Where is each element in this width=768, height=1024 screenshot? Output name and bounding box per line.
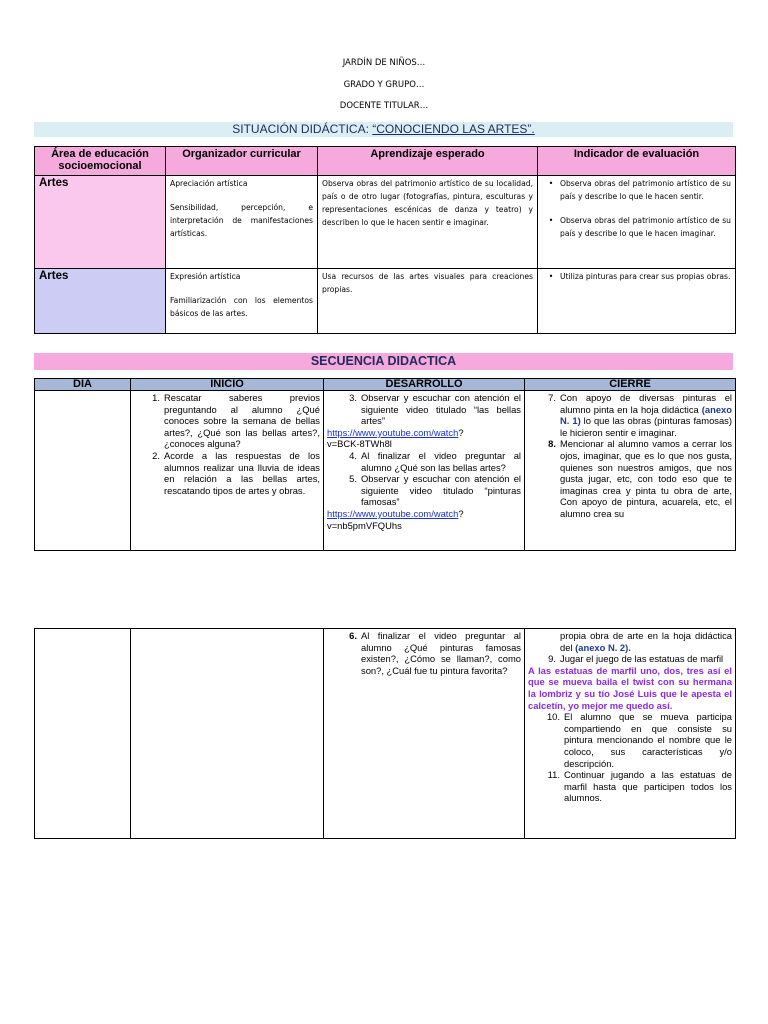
organizer-cell bbox=[166, 176, 318, 269]
situacion-prefix: SITUACIÓN DIDÁCTICA: bbox=[232, 122, 373, 136]
planning-header-row bbox=[35, 147, 736, 176]
video-link-2[interactable]: https://www.youtube.com/watch? bbox=[327, 507, 464, 519]
inicio-cell bbox=[131, 629, 324, 839]
inicio-cell bbox=[131, 391, 324, 551]
desarrollo-cell bbox=[324, 391, 525, 551]
list-item: 1. Rescatar saberes previos preguntando al alumno ¿Qué conoces sobre la semana de bellas artes?, ¿Qué son las bellas artes?, ¿conoces alguna? bbox=[152, 392, 320, 450]
secuencia-table bbox=[34, 378, 736, 551]
secuencia-header-row bbox=[35, 379, 736, 391]
header-desarrollo: DESARROLLO bbox=[324, 379, 525, 391]
secuencia-row bbox=[35, 391, 736, 551]
header-aprendizaje: Aprendizaje esperado bbox=[318, 147, 538, 176]
planning-table bbox=[34, 146, 736, 334]
cierre-cell bbox=[525, 629, 736, 839]
list-item: 5. Observar y escuchar con atención el siguiente video titulado “pinturas famosas” bbox=[349, 473, 521, 508]
list-item: 10. El alumno que se mueva participa compartiendo en que consiste su pintura mencionando el nombre que le coloco, sus características y/o descripción. bbox=[546, 711, 732, 769]
organizer-title: Apreciación artística bbox=[170, 179, 248, 188]
secuencia-row bbox=[35, 629, 736, 839]
planning-row bbox=[35, 269, 736, 334]
list-item: 2. Acorde a las respuestas de los alumnos realizar una lluvia de ideas en relación a las bellas artes, rescatando tipos de artes y obras. bbox=[152, 449, 320, 496]
area-cell: Artes bbox=[35, 176, 166, 269]
aprendizaje-cell: Usa recursos de las artes visuales para creaciones propias. bbox=[318, 269, 538, 334]
header-area: Área de educación socioemocional bbox=[35, 147, 166, 176]
organizer-title: Expresión artística bbox=[170, 272, 241, 281]
header-inicio: INICIO bbox=[131, 379, 324, 391]
situacion-title: “CONOCIENDO LAS ARTES”. bbox=[372, 122, 535, 136]
dia-cell bbox=[35, 629, 131, 839]
song-lyrics: A las estatuas de marfil uno, dos, tres así el que se mueva baila el twist con su hermana la lombriz y su tío José Luis que le apesta el calcetín, yo mejor me quedo así. bbox=[528, 664, 732, 711]
video-link-1-id[interactable]: v=BCK-8TWh8l bbox=[327, 438, 392, 450]
organizer-detail: Familiarización con los elementos básicos de las artes. bbox=[170, 296, 313, 318]
cierre-cell bbox=[525, 391, 736, 551]
header-kindergarten: JARDÍN DE NIÑOS… bbox=[342, 58, 426, 68]
aprendizaje-cell: Observa obras del patrimonio artístico de su localidad, país o de otro lugar (fotografías, pintura, esculturas y representaciones escénicas de danza y teatro) y describen lo que le hacen sentir e imaginar. bbox=[318, 176, 538, 269]
list-item: 8. Mencionar al alumno vamos a cerrar los ojos, imaginar, que es lo que nos gusta, quienes son nuestros amigos, que nos gusta jugar, etc, con todo eso que te imaginas crea y pinta tu obra de arte, Con apoyo de pintura, acuarela, etc, el alumno crea su bbox=[548, 438, 732, 519]
indicador-cell bbox=[538, 269, 736, 334]
list-item: 6. Al finalizar el video preguntar al alumno ¿Qué pinturas famosas existen?, ¿Cómo se llaman?, como son?, ¿Cuál fue tu pintura favorita? bbox=[349, 630, 521, 676]
list-item: 9. Jugar el juego de las estatuas de marfil bbox=[548, 653, 724, 665]
indicador-item: • Utiliza pinturas para crear sus propias obras. bbox=[548, 272, 731, 281]
indicador-item: • Observa obras del patrimonio artístico de su país y describe lo que le hacen imaginar. bbox=[548, 216, 731, 238]
header-teacher: DOCENTE TITULAR… bbox=[339, 101, 429, 111]
header-indicador: Indicador de evaluación bbox=[538, 147, 736, 176]
header-grade-group: GRADO Y GRUPO… bbox=[343, 80, 425, 90]
list-item: 3. Observar y escuchar con atención el siguiente video titulado “las bellas artes” bbox=[349, 392, 521, 427]
secuencia-table-continued bbox=[34, 628, 736, 839]
situacion-banner bbox=[34, 122, 733, 137]
list-item: 11. Continuar jugando a las estatuas de marfil hasta que participen todos los alumnos. bbox=[547, 769, 732, 804]
list-item: 4. Al finalizar el video preguntar al alumno ¿Qué son las bellas artes? bbox=[349, 449, 521, 473]
desarrollo-cell bbox=[324, 629, 525, 839]
secuencia-title: SECUENCIA DIDACTICA bbox=[34, 353, 733, 370]
header-dia: DIA bbox=[35, 379, 131, 391]
organizer-cell bbox=[166, 269, 318, 334]
planning-row bbox=[35, 176, 736, 269]
cierre-continuation: propia obra de arte en la hoja didáctica del (anexo N. 2). bbox=[560, 630, 732, 653]
list-item: 7. Con apoyo de diversas pinturas el alumno pinta en la hoja didáctica (anexo N. 1) lo que las obras (pinturas famosas) le hicieron sentir e imaginar. bbox=[548, 392, 732, 438]
header-cierre: CIERRE bbox=[525, 379, 736, 391]
indicador-cell bbox=[538, 176, 736, 269]
organizer-detail: Sensibilidad, percepción, e interpretación de manifestaciones artísticas. bbox=[170, 203, 313, 238]
indicador-item: • Observa obras del patrimonio artístico de su país y describe lo que le hacen sentir. bbox=[548, 179, 731, 201]
header-organizer: Organizador curricular bbox=[166, 147, 318, 176]
video-link-1[interactable]: https://www.youtube.com/watch? bbox=[327, 426, 464, 438]
area-cell: Artes bbox=[35, 269, 166, 334]
video-link-2-id[interactable]: v=nb5pmVFQUhs bbox=[327, 519, 402, 531]
dia-cell bbox=[35, 391, 131, 551]
